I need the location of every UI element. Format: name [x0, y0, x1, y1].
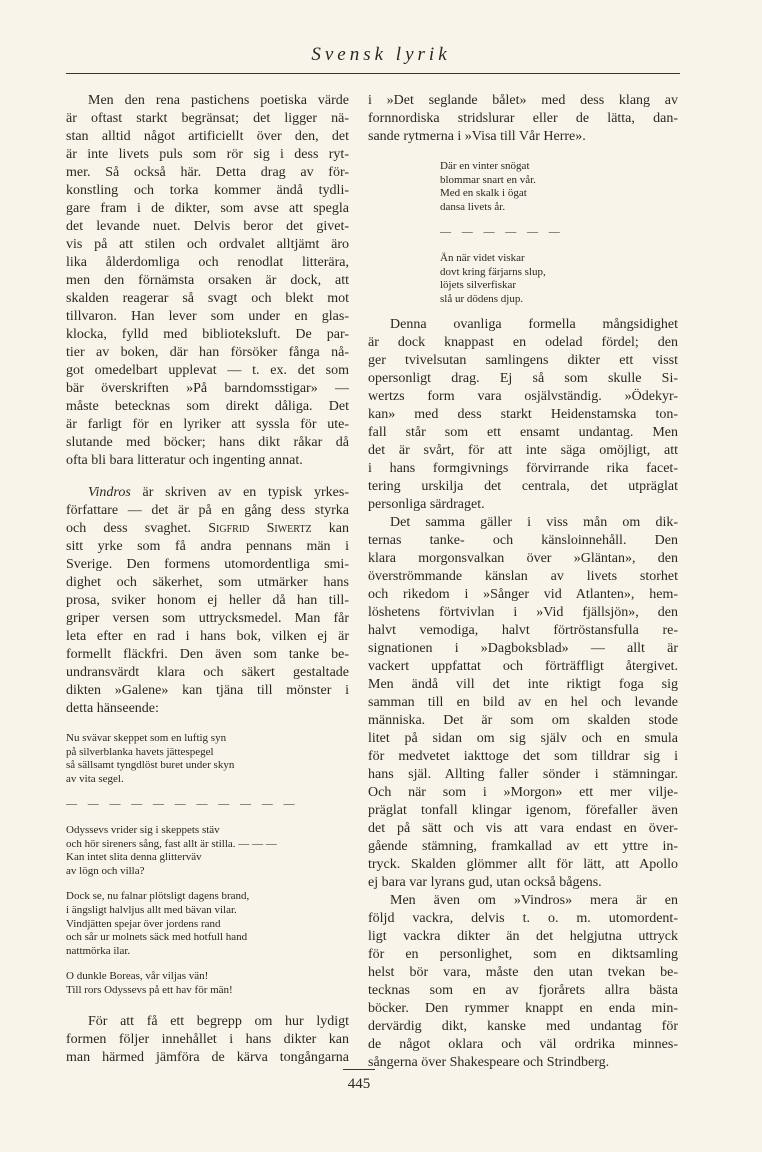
- text-line: Men även om »Vindros» mera är en: [390, 893, 678, 908]
- text-line: i hans formgivnings förvirrande rika facet-: [368, 461, 678, 476]
- text-line: löshetens förtvivlan i »Vid fjällsjön», den: [368, 605, 678, 620]
- stanza-gap: [66, 812, 356, 824]
- text-line: följd vackra, delvis t. o. m. utomordent-: [368, 911, 678, 926]
- text-line: [66, 484, 349, 502]
- text-line: för en personlighet, som en diktsamling: [368, 947, 678, 962]
- verse-line: på silverblanka havets jättespegel: [66, 745, 214, 758]
- text-line: Det samma gäller i viss mån om dik-: [390, 515, 678, 530]
- text-line: präglat tonfall klingar igenom, förefaller även: [368, 803, 678, 818]
- text-line: det är svårt, för att inte säga omöjligt, att: [368, 443, 678, 458]
- verse-line: av vita segel.: [66, 772, 124, 785]
- stanza: [440, 226, 660, 240]
- text-line: griper versen som uttrycksmedel. Man får: [66, 611, 349, 626]
- stanza: [66, 732, 356, 786]
- text-line: dikten »Galene» kan tjäna till mönster i: [66, 683, 349, 698]
- text-line: är inte livets puls som rör sig i dess ryt-: [66, 147, 349, 162]
- stanza: [66, 890, 356, 958]
- text-line: samman till en bild av en hel och levande: [368, 695, 678, 710]
- text-line: tecknas som en av fjorårets allra bästa: [368, 983, 678, 998]
- text-line: klara morgonsvalkan över »Gläntan», den: [368, 551, 678, 566]
- verse-line: Där en vinter snögat: [440, 160, 530, 172]
- ellipsis-dashes: — — — — — —: [440, 226, 564, 239]
- text-line: formellt fläckfri. Den även som tanke be-: [66, 647, 349, 662]
- text-line: skalden reagerar så svagt och blekt mot: [66, 291, 349, 306]
- text-line: hans själ. Allting faller sönder i stämningar.: [368, 767, 678, 782]
- text-line: men den förnämsta orsaken är dock, att: [66, 273, 349, 288]
- text-line: är farligt för en lyriker att syssla för ute-: [66, 417, 349, 432]
- ellipsis-dashes: — — — — — — — — — — —: [66, 798, 299, 811]
- text-line: konstling och torka kommer ändå tydli-: [66, 183, 349, 198]
- text-line: wertzs form vara osjälvständig. »Ödekyr-: [368, 389, 678, 404]
- text-line: detta hänseende:: [66, 701, 159, 716]
- verse-line: Odyssevs vrider sig i skeppets stäv: [66, 823, 220, 836]
- text-line: man härmed jämföra de kärva tongångarna: [66, 1050, 349, 1065]
- text-line: mer. Så också här. Detta drag av för-: [66, 165, 349, 180]
- text-line: Denna ovanliga formella mångsidighet: [390, 317, 678, 332]
- poem-galene: [66, 732, 356, 998]
- text-line: ej bara var lyrans gud, utan också bågens.: [368, 875, 602, 890]
- stanza-gap: [66, 878, 356, 890]
- verse-line: dovt kring färjarns slup,: [440, 265, 546, 278]
- verse-line: och sår ur molnets säck med hotfull hand: [66, 931, 248, 944]
- text-line: människa. Det är som om skalden stode: [368, 713, 678, 728]
- text-line: stan alltid något artificiellt över den, det: [66, 129, 349, 144]
- text-line: är dock knappast en odelad fördel; den: [368, 335, 678, 350]
- text-line: fall står som ett ensamt undantag. Men: [368, 425, 678, 440]
- paragraph: [368, 892, 678, 1072]
- text-line: [66, 520, 349, 538]
- stanza: [440, 160, 660, 214]
- poem-excerpt: [440, 160, 660, 306]
- paragraph: [368, 514, 678, 892]
- text-line: Men den rena pastichens poetiska värde: [88, 93, 349, 108]
- text-line: Och när som i »Morgon» ett mer vilje-: [368, 785, 678, 800]
- text-line: Sverige. Den formens utomordentliga smi-: [66, 557, 349, 572]
- text-line: sande rytmerna i »Visa till Vår Herre».: [368, 129, 586, 144]
- text-line: gående stämning, framkallad av ett yttre in-: [368, 839, 678, 854]
- text-line: är oftast starkt begränsat; det ligger nä-: [66, 111, 349, 126]
- stanza-gap: [440, 240, 660, 252]
- text-line: överströmmande känslan av livets storhet: [368, 569, 678, 584]
- text-line: ternas tanke- och känsloinnehåll. Den: [368, 533, 678, 548]
- paragraph: [66, 92, 349, 470]
- verse-line: Med en skalk i ögat: [440, 187, 527, 200]
- verse-line: i ängsligt halvljus allt med bävan vilar.: [66, 903, 237, 916]
- text-line: det på sätt och vis att vara endast en över-: [368, 821, 678, 836]
- verse-line: Kan intet slita denna glitterväv: [66, 851, 202, 864]
- text-line: helst bör vara, måste den utan tvekan be-: [368, 965, 678, 980]
- verse-line: nattmörka ilar.: [66, 944, 131, 957]
- text-line: författare — det är på en gång dess styrka: [66, 503, 349, 518]
- verse-line: löjets silverfiskar: [440, 279, 517, 292]
- verse-line: dansa livets år.: [440, 200, 506, 213]
- text-segment: är skriven av en typisk yrkes-: [130, 485, 349, 500]
- text-line: måste betecknas som direkt dåliga. Det: [66, 399, 349, 414]
- text-line: tier av boken, där han försöker fånga nå-: [66, 345, 349, 360]
- page-number: 445: [347, 1076, 371, 1092]
- text-line: dervärdig dikt, kanske med undantag för: [368, 1019, 678, 1034]
- text-line: och rikedom i »Sånger vid Atlanten», hem-: [368, 587, 678, 602]
- verse-line: så sällsamt tyngdlöst buret under skyn: [66, 759, 235, 772]
- text-line: ligt vackra dikter än det helgjutna uttryck: [368, 929, 678, 944]
- text-line: gare fram i de dikter, som avse att spegla: [66, 201, 349, 216]
- text-line: personliga särdraget.: [368, 497, 485, 512]
- text-line: tering urskilja det centrala, det utpräglat: [368, 479, 678, 494]
- text-line: opersonligt drag. Ej så som skulle Si-: [368, 371, 678, 386]
- running-title: Svensk lyrik: [311, 44, 451, 65]
- text-line: kan» med dess starkt Heidenstamska ton-: [368, 407, 678, 422]
- verse-line: O dunkle Boreas, vår viljas vän!: [66, 970, 209, 983]
- verse-line: Nu svävar skeppet som en luftig syn: [66, 732, 227, 744]
- stanza: [440, 252, 660, 306]
- text-line: för medvetet iakttoge det som tilldrar sig i: [368, 749, 678, 764]
- text-line: Men ändå vill det inte riktigt foga sig: [368, 677, 678, 692]
- text-line: vis på att stilen och ordvalet alltjämt äro: [66, 237, 349, 252]
- text-line: ger tvivelsutan samlingens dikter ett visst: [368, 353, 678, 368]
- text-line: litet på sidan om sig själv och en smula: [368, 731, 678, 746]
- verse-line: och hör sireners sång, fast allt är stilla. — — —: [66, 837, 277, 850]
- text-line: tillvaron. Han lever som under en glas-: [66, 309, 349, 324]
- verse-line: blommar snart en vår.: [440, 173, 536, 186]
- stanza: [66, 970, 356, 997]
- text-line: vackert uppfattat och förträffligt återgivet.: [368, 659, 678, 674]
- text-line: signationen i »Dagboksblad» — allt är: [368, 641, 678, 656]
- text-line: prosa, sviker honom ej heller då han till-: [66, 593, 349, 608]
- header-rule: [66, 73, 680, 74]
- text-line: lika ålderdomliga och renodlat litterära,: [66, 255, 349, 270]
- stanza-gap: [440, 214, 660, 226]
- text-line: slutande med böcker; hans dikt råkar då: [66, 435, 349, 450]
- stanza: [66, 824, 356, 878]
- paragraph: [368, 316, 678, 514]
- paragraph: [66, 1013, 349, 1067]
- verse-line: av lögn och villa?: [66, 864, 145, 877]
- paragraph: [66, 484, 349, 718]
- text-line: halvt vemodiga, halvt förtröstansfulla re-: [368, 623, 678, 638]
- text-line: sitt yrke som få andra pennans män i: [66, 539, 349, 554]
- text-line: fornnordiska stridslurar eller de lätta, dan-: [368, 111, 678, 126]
- text-line: sångerna över Shakespeare och Strindberg.: [368, 1055, 610, 1070]
- paragraph: [368, 92, 678, 146]
- text-line: tryck. Skalden glömmer allt för lätt, att Apollo: [368, 857, 678, 872]
- stanza-gap: [66, 958, 356, 970]
- text-line: undransvärdt klara och säkert gestaltade: [66, 665, 349, 680]
- author-name: Sigfrid Siwertz: [208, 521, 312, 536]
- verse-line: Till rors Odyssevs på ett hav för män!: [66, 983, 233, 996]
- text-line: ofta bli bara litteratur och ingenting annat.: [66, 453, 303, 468]
- book-title: Vindros: [88, 485, 131, 500]
- text-line: formen följer innehållet i hans dikter kan: [66, 1032, 349, 1047]
- text-segment: kan: [311, 521, 349, 536]
- text-line: det levande nuet. Delvis beror det givet-: [66, 219, 349, 234]
- text-line: För att få ett begrepp om hur lydigt: [88, 1014, 349, 1029]
- stanza: [66, 798, 356, 812]
- verse-line: Vindjätten spejar över jordens rand: [66, 917, 221, 930]
- page-number-rule: [343, 1069, 375, 1070]
- verse-line: Än när videt viskar: [440, 251, 525, 264]
- text-line: leta efter en rad i hans bok, vilken ej är: [66, 629, 349, 644]
- verse-line: Dock se, nu falnar plötsligt dagens brand,: [66, 890, 250, 903]
- text-line: klocka, fylld med biblioteksluft. De par-: [66, 327, 349, 342]
- verse-line: slå ur dödens djup.: [440, 292, 524, 305]
- stanza-gap: [66, 786, 356, 798]
- text-line: böcker. Den rymmer knappt en enda min-: [368, 1001, 678, 1016]
- text-segment: och dess svaghet.: [66, 521, 209, 536]
- text-line: i »Det seglande bålet» med dess klang av: [368, 93, 678, 108]
- text-line: de något oklara och väl ordrika minnes-: [368, 1037, 678, 1052]
- text-line: got omedelbart upplevat — t. ex. det som: [66, 363, 349, 378]
- text-line: dighet och säkerhet, som utmärker hans: [66, 575, 349, 590]
- text-line: bär överskriften »På barndomsstigar» —: [66, 381, 349, 396]
